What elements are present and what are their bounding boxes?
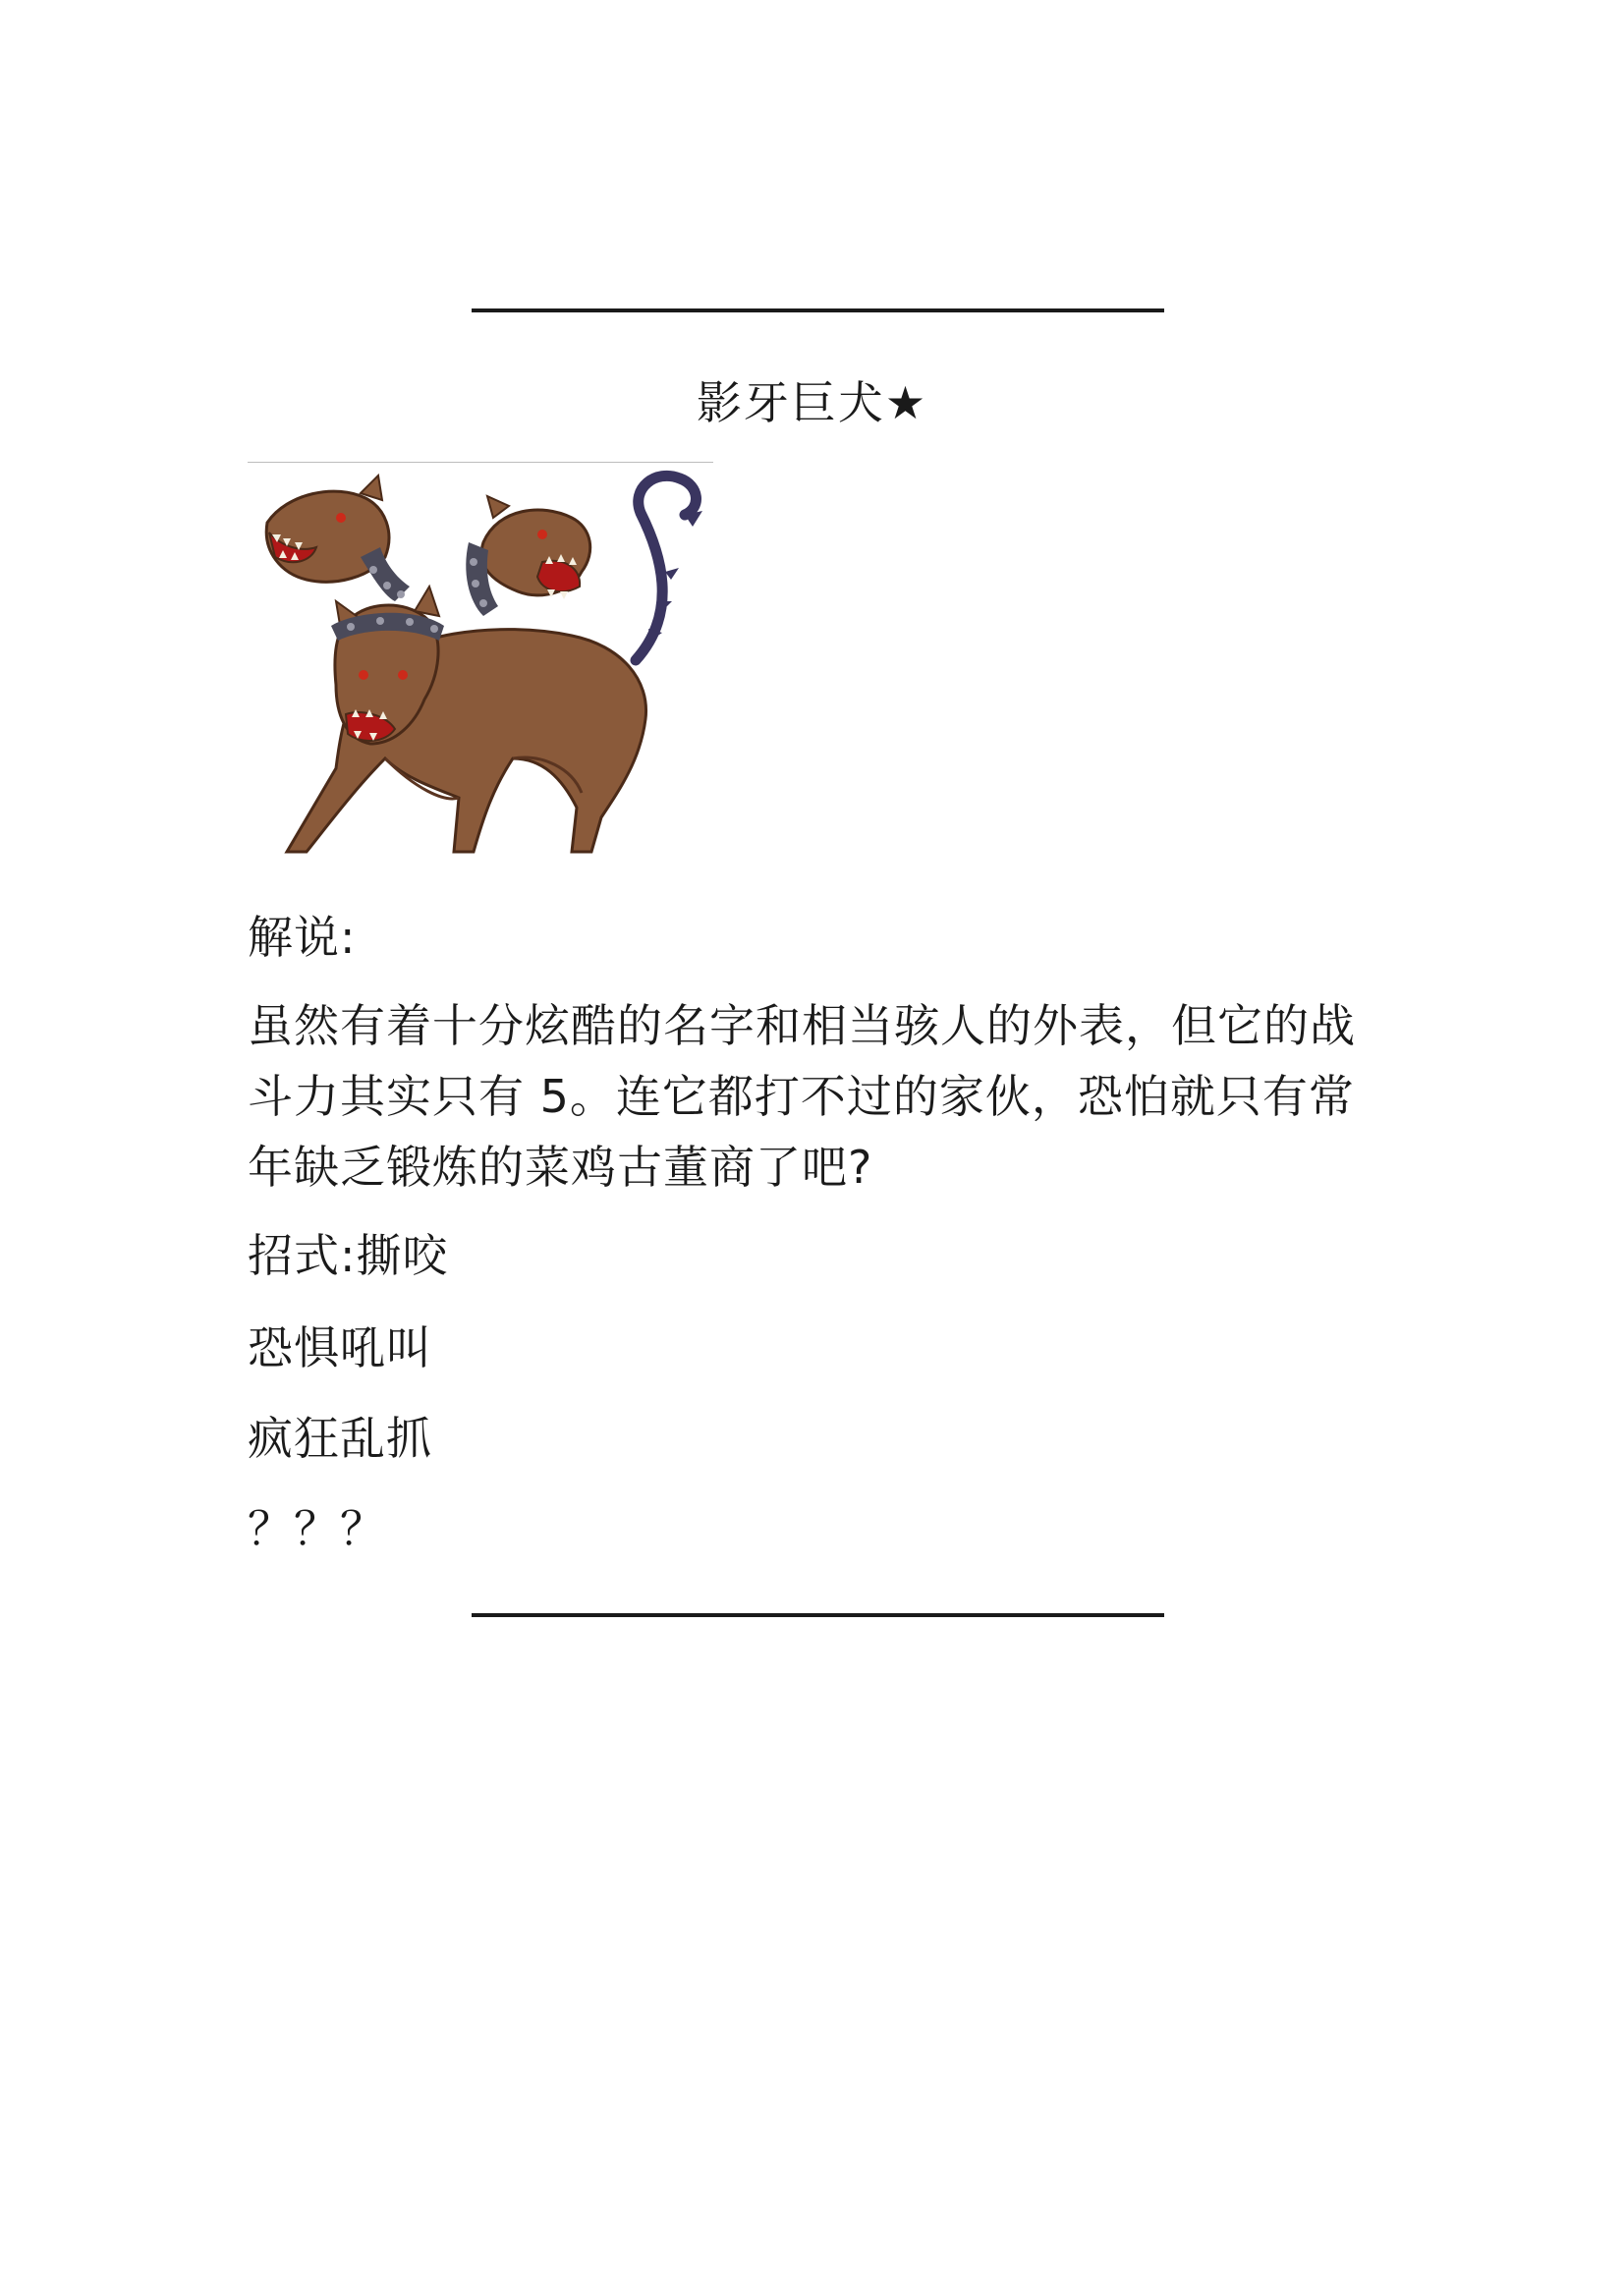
explanation-label: 解说: [248,911,357,964]
creature-name-title: 影牙巨犬★ [696,376,928,429]
three-headed-dog-illustration [248,464,713,855]
move-item: 恐惧吼叫 [248,1321,432,1374]
explanation-text: 虽然有着十分炫酷的名字和相当骇人的外表，但它的战斗力其实只有 5。连它都打不过的家伙，恐怕就只有常年缺乏锻炼的菜鸡古董商了吧? [248,999,1356,1194]
move-item: 疯狂乱抓 [248,1412,432,1465]
moves-label: 招式:撕咬 [248,1229,449,1282]
top-divider [472,308,1164,312]
move-item: ？？？ [248,1502,386,1555]
image-top-border [248,462,713,463]
bottom-divider [472,1613,1164,1617]
